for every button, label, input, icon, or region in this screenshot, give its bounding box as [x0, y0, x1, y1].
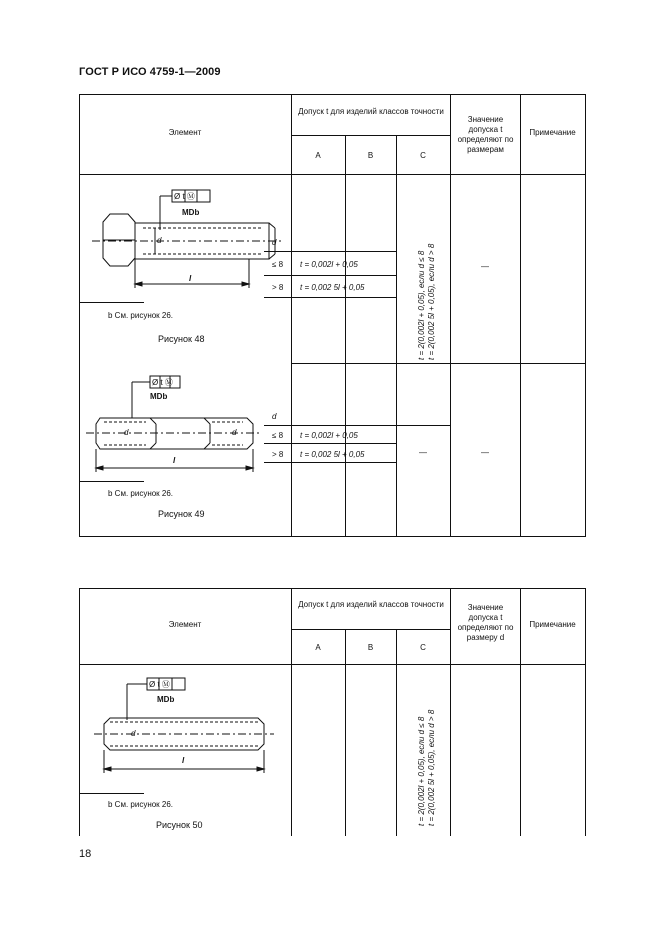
column-header-tolerance: Допуск t для изделий классов точности [298, 107, 444, 116]
page-number: 18 [79, 848, 92, 860]
class-c-dash: — [419, 448, 427, 457]
value-dash: — [481, 448, 489, 457]
dim-d: d [157, 236, 162, 245]
footnote-b: b См. рисунок 26. [108, 311, 174, 320]
formula-ab-gt-8: t = 0,002 5l + 0,05 [300, 283, 365, 292]
column-header-value: Значение допуска t определяют по размерам [457, 115, 514, 154]
class-header-a: A [315, 643, 321, 652]
figure-caption: Рисунок 48 [158, 334, 205, 344]
class-c-formula-le-8: t = 2(0,002l + 0,05), если d ≤ 8 [417, 250, 426, 360]
md-label: MDb [150, 392, 168, 401]
figure-caption: Рисунок 50 [156, 820, 203, 830]
column-header-tolerance: Допуск t для изделий классов точности [298, 600, 444, 609]
d-label: d [272, 238, 277, 247]
class-header-b: B [367, 151, 374, 160]
class-header-a: A [315, 151, 321, 160]
md-label: MDb [157, 695, 175, 704]
formula-ab-le-8: t = 0,002l + 0,05 [300, 431, 358, 440]
footnote-b: b См. рисунок 26. [108, 489, 174, 498]
formula-ab-gt-8: t = 0,002 5l + 0,05 [300, 450, 365, 459]
tolerance-frame-symbol: Ø t Ⓜ [174, 192, 195, 201]
document-header: ГОСТ Р ИСО 4759-1—2009 [79, 66, 221, 78]
dim-l: l [189, 274, 192, 283]
dim-d: d [131, 729, 136, 738]
condition-gt-8: > 8 [272, 283, 284, 292]
dim-l: l [182, 756, 185, 765]
column-header-note: Примечание [529, 620, 576, 629]
tolerance-frame-symbol: Ø t Ⓜ [149, 680, 170, 689]
class-header-c: C [420, 151, 426, 160]
condition-le-8: ≤ 8 [272, 260, 284, 269]
condition-le-8: ≤ 8 [272, 431, 284, 440]
md-label: MDb [182, 208, 200, 217]
class-header-c: C [420, 643, 426, 652]
class-c-formula-gt-8: t = 2(0,002 5l + 0,05), если d > 8 [427, 243, 436, 360]
dim-d: d [124, 428, 129, 437]
formula-ab-le-8: t = 0,002l + 0,05 [300, 260, 358, 269]
column-header-element: Элемент [168, 620, 202, 629]
column-header-note: Примечание [529, 128, 576, 137]
dim-l: l [173, 456, 176, 465]
figure-caption: Рисунок 49 [158, 509, 205, 519]
column-header-value: Значение допуска t определяют по размеру d [457, 603, 514, 642]
d-label: d [272, 412, 277, 421]
column-header-element: Элемент [168, 128, 202, 137]
footnote-b: b См. рисунок 26. [108, 800, 174, 809]
condition-gt-8: > 8 [272, 450, 284, 459]
dim-d-right: d [232, 428, 237, 437]
class-header-b: B [367, 643, 374, 652]
tolerance-frame-symbol: Ø t Ⓜ [152, 378, 173, 387]
class-c-formula-le-8: t = 2(0,002l + 0,05), если d ≤ 8 [417, 716, 426, 826]
value-dash: — [481, 262, 489, 271]
class-c-formula-gt-8: t = 2(0,002 5l + 0,05), если d > 8 [427, 709, 436, 826]
